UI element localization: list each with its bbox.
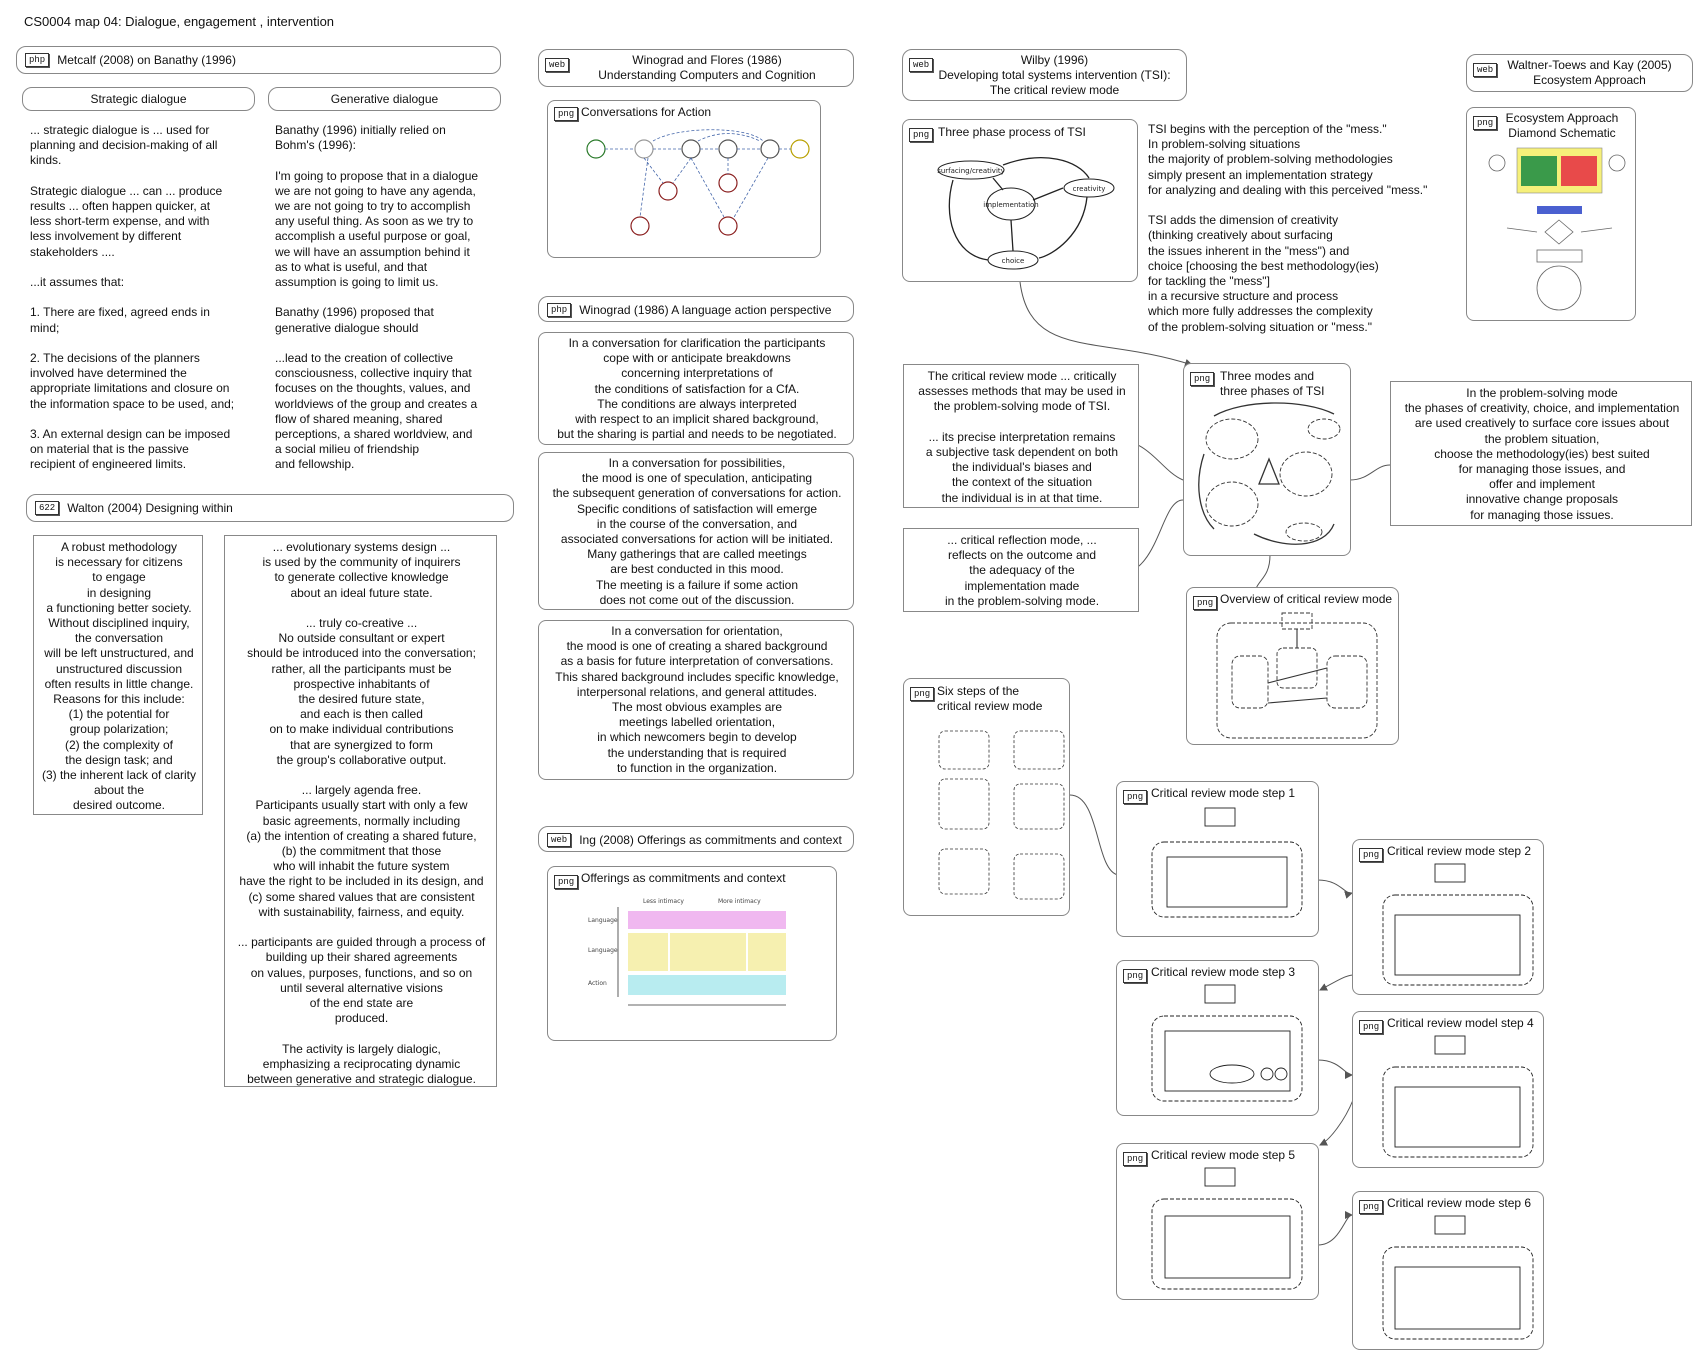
png-icon: png bbox=[1359, 848, 1383, 862]
step-4-caption: Critical review model step 4 bbox=[1387, 1016, 1534, 1030]
walton-header[interactable] bbox=[26, 494, 514, 522]
possibilities-box bbox=[538, 452, 854, 610]
three-phase-diagram bbox=[903, 120, 1139, 283]
offerings-caption: Offerings as commitments and context bbox=[581, 871, 786, 885]
png-icon: png bbox=[1359, 1020, 1383, 1034]
step-6-image[interactable] bbox=[1352, 1191, 1544, 1350]
critical-review-box bbox=[903, 364, 1139, 508]
svg-text:Language: Language bbox=[588, 947, 618, 954]
wilby-header-label: Wilby (1996) Developing total systems intervention (TSI): The critical review mode bbox=[938, 53, 1171, 97]
critical-reflection-box bbox=[903, 528, 1139, 612]
overview-diagram bbox=[1187, 588, 1400, 746]
problem-solving-box bbox=[1390, 381, 1692, 526]
wilby-header[interactable] bbox=[902, 49, 1187, 101]
web-icon: web bbox=[909, 58, 933, 72]
web-icon: web bbox=[547, 833, 571, 847]
orientation-box bbox=[538, 620, 854, 780]
problem-solving-text: In the problem-solving mode the phases of creativity, choice, and implementation are used creatively to surface core issues about the problem situation, choose the methodology(ies) best suited for managing those issues, and offer and implement innovative change proposals for managing those issues. bbox=[1404, 386, 1680, 522]
png-icon: png bbox=[1190, 372, 1214, 386]
three-modes-caption: Three modes and three phases of TSI bbox=[1220, 369, 1325, 398]
walton-right-text: ... evolutionary systems design ... is used by the community of inquirers to generate collective knowledge about an ideal future state. ... truly co-creative ... No outside consultant or expert should be introduced into the conversation; rather, all the participants must be prospective inhabitants of the desired future state, and each is then called on to make individual contributions that are synergized to form the group's collaborative output. ... largely agenda free. Participants usually start with only a few basic agreements, normally including (a) the intention of creating a shared future, (b) the commitment that those who will inhabit the future system have the right to be included in its design, and (c) some shared values that are consistent with sustainability, fairness, and equity. ... participants are guided through a process of building up their shared agreements on values, purposes, functions, and so on until several alternative visions of the end state are produced. The activity is largely dialogic, emphasizing a reciprocating dynamic between generative and strategic dialogue. bbox=[237, 540, 486, 1087]
step-4-diagram bbox=[1353, 1012, 1545, 1169]
web-icon: web bbox=[1473, 63, 1497, 77]
step-5-diagram bbox=[1117, 1144, 1320, 1301]
step-3-diagram bbox=[1117, 961, 1320, 1117]
ecosystem-image[interactable] bbox=[1466, 107, 1636, 321]
png-icon: png bbox=[909, 128, 933, 142]
svg-text:More intimacy: More intimacy bbox=[718, 898, 761, 905]
ecosystem-diagram bbox=[1467, 108, 1637, 322]
six-steps-image[interactable] bbox=[903, 678, 1070, 916]
node-choice: choice bbox=[1001, 257, 1025, 265]
png-icon: png bbox=[554, 107, 578, 121]
overview-image[interactable] bbox=[1186, 587, 1399, 745]
waltner-toews-label: Waltner-Toews and Kay (2005) Ecosystem Approach bbox=[1507, 58, 1672, 87]
step-5-image[interactable] bbox=[1116, 1143, 1319, 1300]
ing-header[interactable] bbox=[538, 826, 854, 852]
conversations-for-action-caption: Conversations for Action bbox=[581, 105, 712, 119]
possibilities-text: In a conversation for possibilities, the mood is one of speculation, anticipating the subsequent generation of conversations for action. Specific conditions of satisfaction will emerge in the course of the conversation, and associated conversations for action will be initiated. Many gatherings that are called meetings are best conducted in this mood. The meeting is a failure if some action does not come out of the discussion. bbox=[552, 456, 842, 607]
png-icon: png bbox=[1123, 1152, 1147, 1166]
generative-dialogue-node[interactable]: Generative dialogue bbox=[268, 87, 501, 111]
six-steps-caption: Six steps of the critical review mode bbox=[937, 684, 1043, 713]
walton-left-text: A robust methodology is necessary for citizens to engage in designing a functioning better society. Without disciplined inquiry, the conversation will be left unstructured, and unstructured discussion often results in little change. Reasons for this include: (1) the potential for group polarization; (2) the complexity of the design task; and (3) the inherent lack of clarity about the desired outcome. bbox=[41, 540, 197, 813]
step-1-image[interactable] bbox=[1116, 781, 1319, 937]
winograd-lap-header[interactable] bbox=[538, 296, 854, 322]
step-2-image[interactable] bbox=[1352, 839, 1544, 995]
overview-caption: Overview of critical review mode bbox=[1220, 592, 1393, 606]
conversations-for-action-image[interactable] bbox=[547, 100, 821, 258]
strategic-dialogue-text: ... strategic dialogue is ... used for planning and decision-making of all kinds. Strategic dialogue ... can ... produce results ... often happen quicker, at less short-term expense, and with less involvement by different stakeholders .... ...it assumes that: 1. There are fixed, agreed ends in mind; 2. The decisions of the planners involved have determined the appropriate limitations and closure on the information space to be used, and; 3. An external design can be imposed on material that is the passive recipient of engineered limits. bbox=[30, 123, 235, 472]
strategic-dialogue-node[interactable]: Strategic dialogue bbox=[22, 87, 255, 111]
walton-right-box bbox=[224, 535, 497, 1087]
generative-dialogue-text: Banathy (1996) initially relied on Bohm's (1996): I'm going to propose that in a dialogue we are not going to have any agenda, we are not going to try to accomplish any useful thing. As soon as we try to accomplish a useful purpose or goal, we will have an assumption behind it as to what is useful, and that assumption is going to limit us. Banathy (1996) proposed that generative dialogue should ...lead to the creation of collective consciousness, collective inquiry that focuses on the thoughts, values, and worldviews of the group and creates a flow of shared meaning, shared perceptions, a shared worldview, and a social milieu of friendship and fellowship. bbox=[275, 123, 479, 472]
svg-text:Less intimacy: Less intimacy bbox=[643, 898, 684, 905]
png-icon: png bbox=[1123, 790, 1147, 804]
walton-header-label: Walton (2004) Designing within bbox=[67, 500, 233, 515]
step-4-image[interactable] bbox=[1352, 1011, 1544, 1168]
waltner-toews-header[interactable] bbox=[1466, 54, 1693, 92]
three-modes-diagram bbox=[1184, 364, 1352, 557]
step-3-image[interactable] bbox=[1116, 960, 1319, 1116]
web-icon: web bbox=[545, 58, 569, 72]
step-6-caption: Critical review mode step 6 bbox=[1387, 1196, 1532, 1210]
png-icon: png bbox=[1359, 1200, 1383, 1214]
metcalf-header-label: Metcalf (2008) on Banathy (1996) bbox=[57, 52, 236, 67]
php-icon: php bbox=[547, 303, 571, 317]
ecosystem-caption: Ecosystem Approach Diamond Schematic bbox=[1505, 111, 1619, 140]
three-phase-image[interactable] bbox=[902, 119, 1138, 282]
step-5-caption: Critical review mode step 5 bbox=[1151, 1148, 1296, 1162]
orientation-text: In a conversation for orientation, the mood is one of creating a shared background as a basis for future interpretation of conversations. This shared background includes specific knowledge, interpersonal relations, and general attitudes. The most obvious examples are meetings labelled orientation, in which newcomers begin to develop the understanding that is required to function in the organization. bbox=[555, 624, 839, 775]
offerings-matrix bbox=[548, 867, 838, 1042]
php-icon: php bbox=[25, 53, 49, 67]
node-surfacing: surfacing/creativity bbox=[937, 167, 1005, 175]
winograd-flores-label: Winograd and Flores (1986) Understanding Computers and Cognition bbox=[598, 53, 816, 82]
step-2-caption: Critical review mode step 2 bbox=[1387, 844, 1532, 858]
step-2-diagram bbox=[1353, 840, 1545, 996]
png-icon: png bbox=[1123, 969, 1147, 983]
png-icon: png bbox=[1473, 116, 1497, 130]
walton-left-box bbox=[33, 535, 203, 815]
critical-reflection-text: ... critical reflection mode, ... reflects on the outcome and the adequacy of the implementation made in the problem-solving mode. bbox=[944, 533, 1100, 608]
clarification-text: In a conversation for clarification the participants cope with or anticipate breakdowns concerning interpretations of the conditions of satisfaction for a CfA. The conditions are always interpreted with respect to an implicit shared background, but the sharing is partial and needs to be negotiated. bbox=[557, 336, 837, 442]
three-phase-caption: Three phase process of TSI bbox=[938, 125, 1086, 139]
conversations-diagram bbox=[548, 101, 822, 259]
step-3-caption: Critical review mode step 3 bbox=[1151, 965, 1296, 979]
step-6-diagram bbox=[1353, 1192, 1545, 1351]
clarification-box bbox=[538, 332, 854, 445]
metcalf-header[interactable] bbox=[16, 46, 501, 74]
svg-text:Action: Action bbox=[588, 980, 607, 987]
offerings-image[interactable] bbox=[547, 866, 837, 1041]
png-icon: png bbox=[910, 687, 934, 701]
book-icon: 622 bbox=[35, 501, 59, 515]
png-icon: png bbox=[1193, 596, 1217, 610]
step-1-diagram bbox=[1117, 782, 1320, 938]
node-creativity: creativity bbox=[1072, 185, 1106, 193]
page-title: CS0004 map 04: Dialogue, engagement , intervention bbox=[24, 14, 335, 29]
node-implementation: implementation bbox=[983, 201, 1039, 209]
tsi-description: TSI begins with the perception of the "mess." In problem-solving situations the majority of problem-solving methodologies simply present an implementation strategy for analyzing and dealing with this perceived "mess." TSI adds the dimension of creativity (thinking creatively about surfacing the issues inherent in the "mess") and choice [choosing the best methodology(ies) for tackling the "mess"] in a recursive structure and process which more fully addresses the complexity of the problem-solving situation or "mess." bbox=[1148, 122, 1428, 334]
winograd-flores-header[interactable] bbox=[538, 49, 854, 87]
six-steps-diagram bbox=[904, 679, 1071, 917]
svg-text:Language: Language bbox=[588, 917, 618, 924]
winograd-lap-label: Winograd (1986) A language action perspective bbox=[579, 302, 832, 317]
png-icon: png bbox=[554, 875, 578, 889]
critical-review-text: The critical review mode ... critically assesses methods that may be used in the problem-solving mode of TSI. ... its precise interpretation remains a subjective task dependent on both the individual's biases and the context of the situation the individual is in at that time. bbox=[918, 369, 1126, 505]
step-1-caption: Critical review mode step 1 bbox=[1151, 786, 1296, 800]
three-modes-image[interactable] bbox=[1183, 363, 1351, 556]
ing-header-label: Ing (2008) Offerings as commitments and context bbox=[579, 832, 842, 847]
